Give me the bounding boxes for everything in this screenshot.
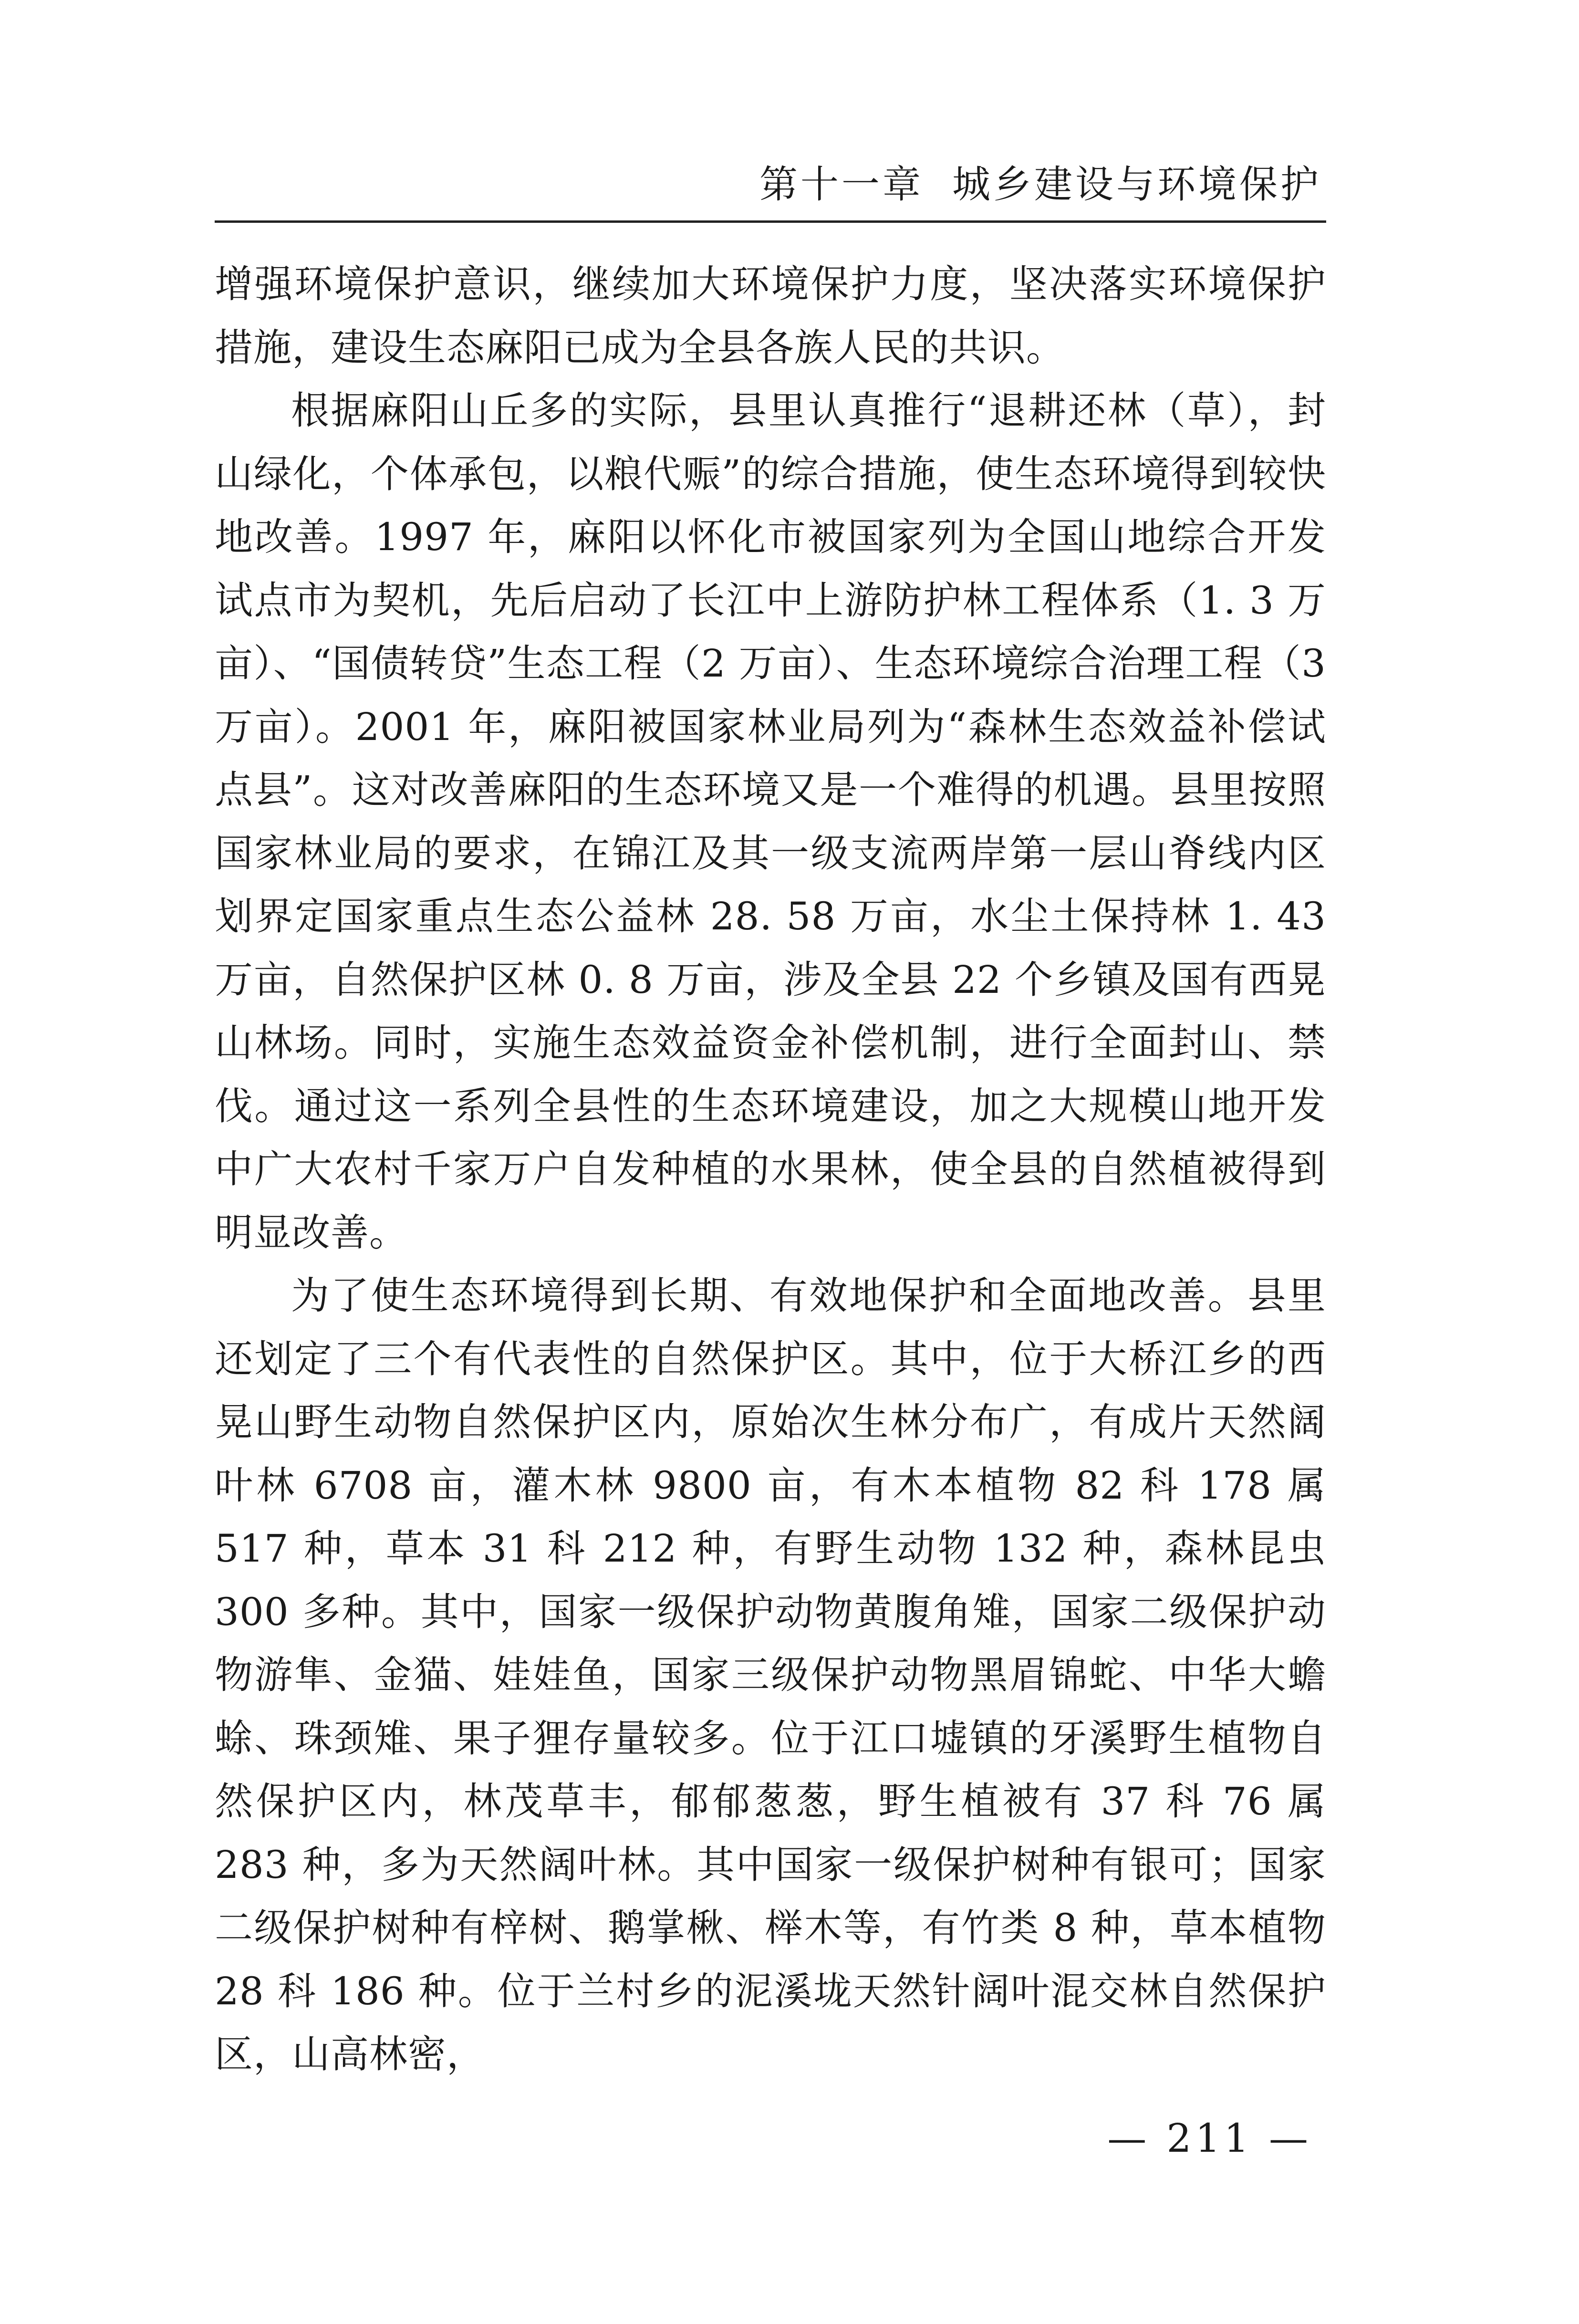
paragraph-3: 为了使生态环境得到长期、有效地保护和全面地改善。县里还划定了三个有代表性的自然保护区。其中，位于大桥江乡的西晃山野生动物自然保护区内，原始次生林分布广，有成片天然阔叶林 6708 亩，灌木林 9800 亩，有木本植物 82 科 178 属 517 种，草本 31 科 212 种，有野生动物 132 种，森林昆虫 300 多种。其中，国家一级保护动物黄腹角雉，国家二级保护动物游隼、金猫、娃娃鱼，国家三级保护动物黑眉锦蛇、中华大蟾蜍、珠颈雉、果子狸存量较多。位于江口墟镇的牙溪野生植物自然保护区内，林茂草丰，郁郁葱葱，野生植被有 37 科 76 属 283 种，多为天然阔叶林。其中国家一级保护树种有银可；国家二级保护树种有梓树、鹅掌楸、榉木等，有竹类 8 种，草本植物 28 科 186 种。位于兰村乡的泥溪垅天然针阔叶混交林自然保护区，山高林密， [215,1273,1326,2076]
running-header [759,154,1321,208]
chapter-number: 第十一章 [759,162,924,207]
body-text [215,253,1326,2086]
paragraph-2: 根据麻阳山丘多的实际，县里认真推行“退耕还林（草），封山绿化，个体承包，以粮代赈”的综合措施，使生态环境得到较快地改善。1997 年，麻阳以怀化市被国家列为全国山地综合开发试点市为契机，先后启动了长江中上游防护林工程体系（1. 3 万亩）、“国债转贷”生态工程（2 万亩）、生态环境综合治理工程（3 万亩）。2001 年，麻阳被国家林业局列为“森林生态效益补偿试点县”。这对改善麻阳的生态环境又是一个难得的机遇。县里按照国家林业局的要求，在锦江及其一级支流两岸第一层山脊线内区划界定国家重点生态公益林 28. 58 万亩，水尘土保持林 1. 43 万亩，自然保护区林 0. 8 万亩，涉及全县 22 个乡镇及国有西晃山林场。同时，实施生态效益资金补偿机制，进行全面封山、禁伐。通过这一系列全县性的生态环境建设，加之大规模山地开发中广大农村千家万户自发种植的水果林，使全县的自然植被得到明显改善。 [215,388,1326,1255]
header-divider [215,220,1326,223]
chapter-title: 城乡建设与环境保护 [952,162,1321,207]
paragraph-1: 增强环境保护意识，继续加大环境保护力度，坚决落实环境保护措施，建设生态麻阳已成为全县各族人民的共识。 [215,262,1326,370]
page-number: — 211 — [1107,2116,1312,2161]
